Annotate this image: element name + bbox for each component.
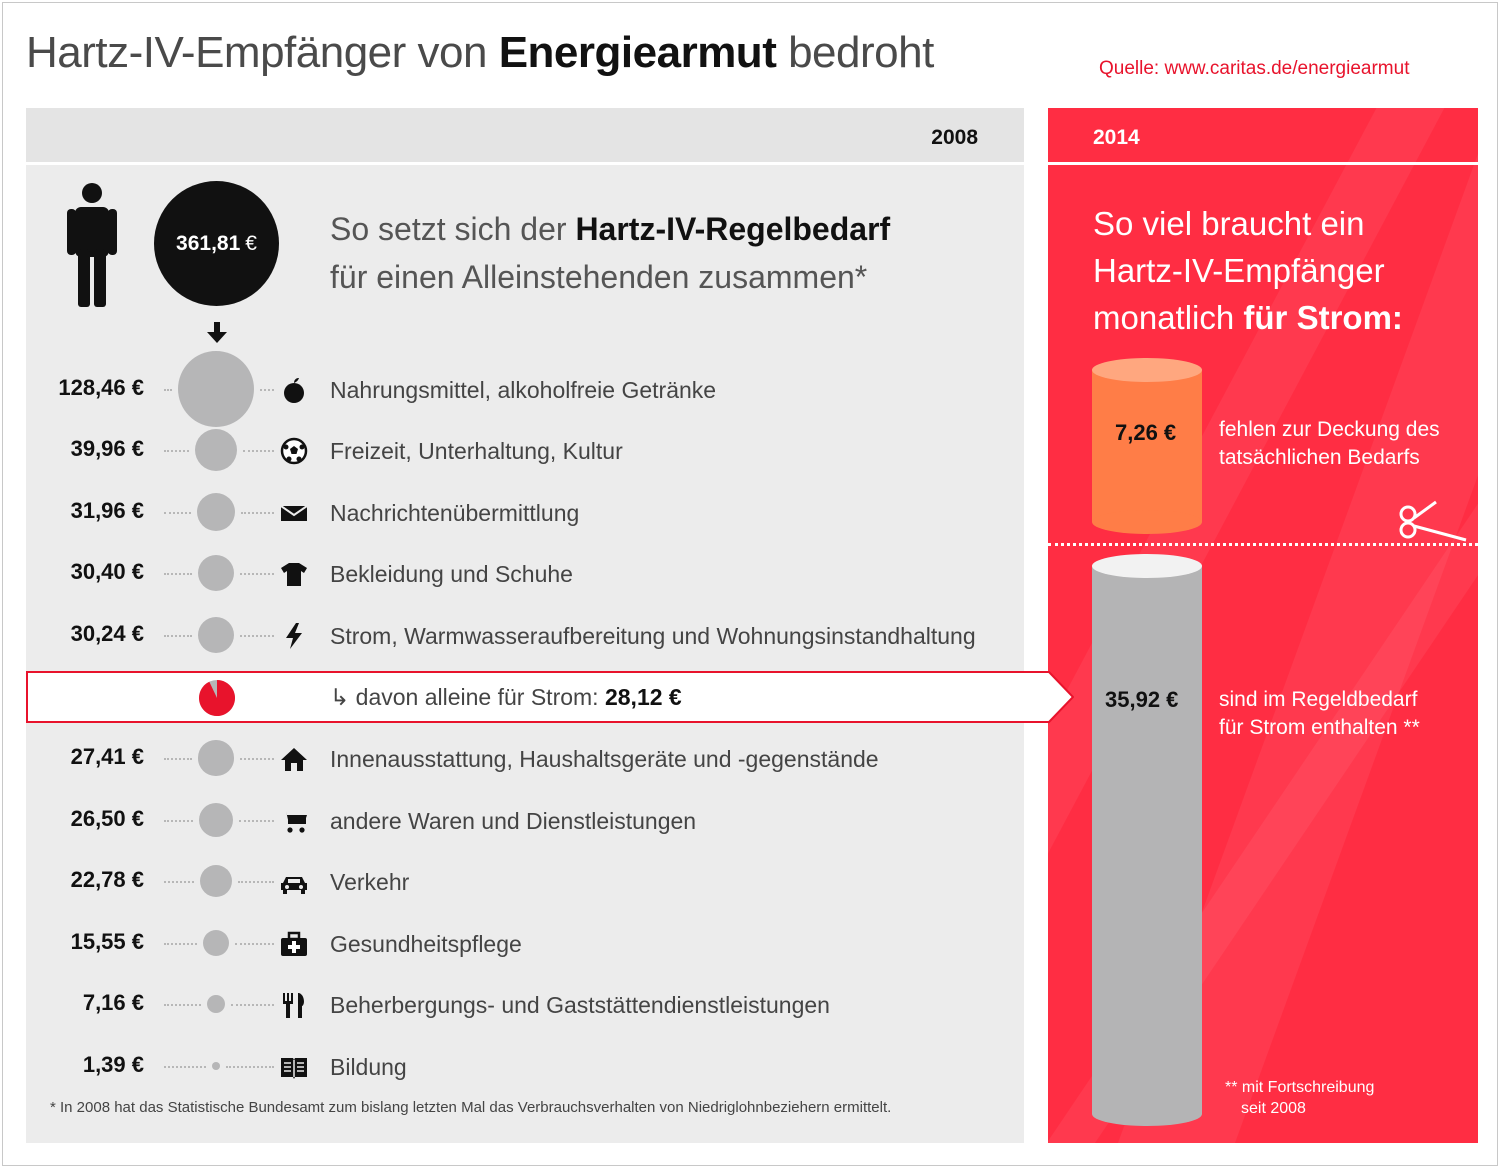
strom-highlight-text: ↳ davon alleine für Strom: 28,12 € <box>330 684 682 710</box>
included-value: 35,92 € <box>1105 687 1179 712</box>
amount-label: 30,24 € <box>70 621 144 646</box>
missing-note: fehlen zur Deckung des tatsächlichen Bedarfs <box>1219 418 1440 469</box>
category-label: Bildung <box>330 1054 407 1080</box>
scissors-icon <box>1396 500 1468 544</box>
category-label: Gesundheitspflege <box>330 931 522 957</box>
category-label: Nahrungsmittel, alkoholfreie Getränke <box>330 377 717 403</box>
amount-label: 15,55 € <box>70 929 144 954</box>
footnote: * In 2008 hat das Statistische Bundesamt zum bislang letzten Mal das Verbrauchsverhalten von Niedriglohnbeziehern ermittelt. <box>50 1099 892 1116</box>
category-label: andere Waren und Dienstleistungen <box>330 808 697 834</box>
amount-label: 26,50 € <box>70 806 144 831</box>
amount-label: 7,16 € <box>82 990 144 1015</box>
amount-label: 39,96 € <box>70 436 144 461</box>
category-label: Bekleidung und Schuhe <box>330 561 573 587</box>
category-label: Verkehr <box>330 869 410 895</box>
source-link[interactable]: Quelle: www.caritas.de/energiearmut <box>1099 58 1410 79</box>
category-label: Beherbergungs- und Gaststättendienstleistungen <box>330 992 830 1018</box>
intro-text: So setzt sich der Hartz-IV-Regelbedarf für einen Alleinstehenden zusammen* <box>330 211 891 295</box>
amount-label: 27,41 € <box>70 744 144 769</box>
year-2008: 2008 <box>931 126 978 149</box>
cylinder-missing <box>1092 358 1202 534</box>
amount-label: 128,46 € <box>58 375 144 400</box>
amount-label: 1,39 € <box>82 1052 144 1077</box>
page-title: Hartz-IV-Empfänger von Energiearmut bedroht <box>26 28 934 77</box>
cylinder-included <box>1092 554 1202 1126</box>
right-intro-text: So viel braucht ein Hartz-IV-Empfänger monatlich für Strom: <box>1093 205 1403 336</box>
category-label: Nachrichtenübermittlung <box>330 500 580 526</box>
year-2014: 2014 <box>1093 126 1140 149</box>
amount-label: 22,78 € <box>70 867 144 892</box>
category-label: Innenausstattung, Haushaltsgeräte und -gegenstände <box>330 746 879 772</box>
amount-label: 30,40 € <box>70 559 144 584</box>
included-note: sind im Regeldbedarf für Strom enthalten ** <box>1219 688 1420 739</box>
stars-footnote: ** mit Fortschreibung seit 2008 <box>1225 1079 1375 1117</box>
category-label: Freizeit, Unterhaltung, Kultur <box>330 438 623 464</box>
category-label: Strom, Warmwasseraufbereitung und Wohnungsinstandhaltung <box>330 623 976 649</box>
total-circle: 361,81 € <box>154 181 279 306</box>
amount-label: 31,96 € <box>70 498 144 523</box>
missing-value: 7,26 € <box>1115 420 1177 445</box>
